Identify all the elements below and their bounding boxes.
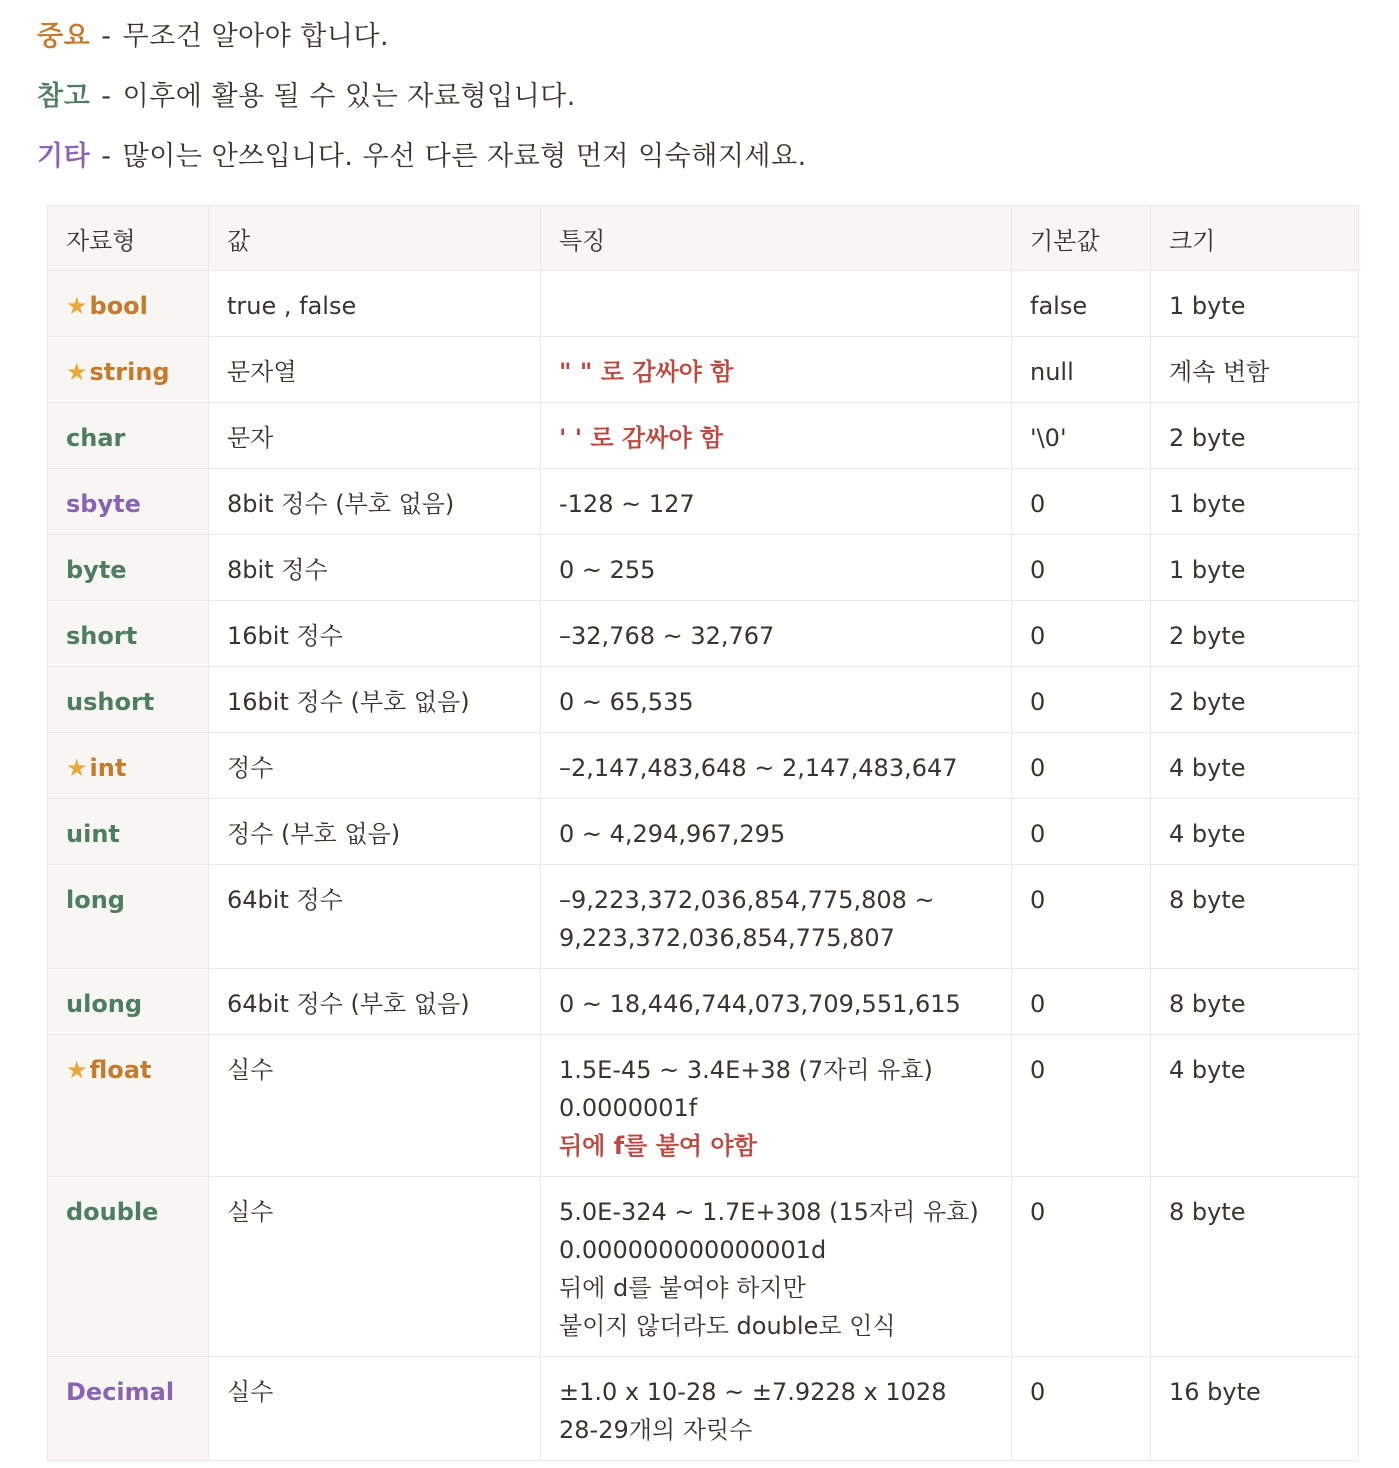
feature-cell — [541, 799, 1012, 865]
header-size: 크기 — [1151, 206, 1359, 271]
header-row — [48, 206, 1359, 271]
type-cell — [48, 403, 209, 469]
legend-dash: - — [101, 81, 112, 112]
type-name: float — [89, 1056, 152, 1084]
value-cell: 정수 (부호 없음) — [209, 799, 541, 865]
type-name: sbyte — [66, 490, 141, 518]
type-cell — [48, 1357, 209, 1461]
feature-cell — [541, 969, 1012, 1035]
table-row — [48, 865, 1359, 969]
table-header — [48, 206, 1359, 271]
value-cell: 16bit 정수 (부호 없음) — [209, 667, 541, 733]
feature-cell — [541, 1035, 1012, 1177]
feature-line: 28-29개의 자릿수 — [559, 1416, 753, 1444]
default-cell: '\0' — [1012, 403, 1151, 469]
type-cell — [48, 1035, 209, 1177]
type-name: short — [66, 622, 138, 650]
legend-dash: - — [101, 21, 112, 52]
legend-key: 참고 — [37, 81, 91, 112]
default-cell: 0 — [1012, 969, 1151, 1035]
default-cell: null — [1012, 337, 1151, 403]
type-name: ulong — [66, 990, 143, 1018]
type-name: int — [89, 754, 127, 782]
type-name: ushort — [66, 688, 155, 716]
feature-line: 0.0000001f — [559, 1094, 698, 1122]
type-name: char — [66, 424, 126, 452]
type-cell — [48, 469, 209, 535]
feature-line: 0 ~ 4,294,967,295 — [559, 820, 786, 848]
size-cell: 1 byte — [1151, 271, 1359, 337]
size-cell: 2 byte — [1151, 667, 1359, 733]
star-icon: ★ — [66, 292, 88, 320]
header-feature: 특징 — [541, 206, 1012, 271]
legend-line — [37, 14, 807, 74]
type-name: string — [89, 358, 170, 386]
feature-line: 0.000000000000001d — [559, 1236, 827, 1264]
table-row — [48, 1357, 1359, 1461]
size-cell: 16 byte — [1151, 1357, 1359, 1461]
type-name: long — [66, 886, 125, 914]
value-cell: 64bit 정수 (부호 없음) — [209, 969, 541, 1035]
datatype-table — [47, 205, 1359, 1461]
legend-description: 많이는 안쓰입니다. 우선 다른 자료형 먼저 익숙해지세요. — [122, 141, 807, 172]
value-cell: 실수 — [209, 1035, 541, 1177]
type-name: byte — [66, 556, 127, 584]
feature-line: –32,768 ~ 32,767 — [559, 622, 775, 650]
table-row — [48, 799, 1359, 865]
feature-cell — [541, 337, 1012, 403]
feature-cell — [541, 667, 1012, 733]
type-cell — [48, 601, 209, 667]
feature-cell — [541, 271, 1012, 337]
legend-description: 이후에 활용 될 수 있는 자료형입니다. — [122, 81, 576, 112]
feature-line: 0 ~ 18,446,744,073,709,551,615 — [559, 990, 961, 1018]
legend-dash: - — [101, 141, 112, 172]
default-cell: 0 — [1012, 667, 1151, 733]
table-row — [48, 1035, 1359, 1177]
legend-description: 무조건 알아야 합니다. — [122, 21, 390, 52]
value-cell: true , false — [209, 271, 541, 337]
type-cell — [48, 733, 209, 799]
table-row — [48, 535, 1359, 601]
table-row — [48, 271, 1359, 337]
legend-line — [37, 134, 807, 194]
type-cell — [48, 535, 209, 601]
type-name: Decimal — [66, 1378, 175, 1406]
type-cell — [48, 1177, 209, 1357]
type-cell — [48, 337, 209, 403]
header-default: 기본값 — [1012, 206, 1151, 271]
star-icon: ★ — [66, 754, 88, 782]
default-cell: 0 — [1012, 535, 1151, 601]
value-cell: 8bit 정수 (부호 없음) — [209, 469, 541, 535]
value-cell: 실수 — [209, 1357, 541, 1461]
value-cell: 문자열 — [209, 337, 541, 403]
feature-cell — [541, 469, 1012, 535]
feature-line: 0 ~ 255 — [559, 556, 656, 584]
size-cell: 8 byte — [1151, 969, 1359, 1035]
size-cell: 1 byte — [1151, 469, 1359, 535]
table-row — [48, 403, 1359, 469]
table-row — [48, 337, 1359, 403]
size-cell: 1 byte — [1151, 535, 1359, 601]
size-cell: 계속 변함 — [1151, 337, 1359, 403]
type-cell — [48, 969, 209, 1035]
default-cell: false — [1012, 271, 1151, 337]
default-cell: 0 — [1012, 601, 1151, 667]
feature-line: 9,223,372,036,854,775,807 — [559, 924, 895, 952]
legend-line — [37, 74, 807, 134]
feature-line: ±1.0 x 10-28 ~ ±7.9228 x 1028 — [559, 1378, 947, 1406]
type-cell — [48, 865, 209, 969]
feature-line: ' ' 로 감싸야 함 — [559, 424, 724, 452]
default-cell: 0 — [1012, 733, 1151, 799]
value-cell: 문자 — [209, 403, 541, 469]
table-row — [48, 667, 1359, 733]
default-cell: 0 — [1012, 799, 1151, 865]
feature-cell — [541, 1177, 1012, 1357]
feature-line: 5.0E-324 ~ 1.7E+308 (15자리 유효) — [559, 1198, 979, 1226]
type-cell — [48, 799, 209, 865]
value-cell: 실수 — [209, 1177, 541, 1357]
feature-cell — [541, 403, 1012, 469]
table-row — [48, 733, 1359, 799]
value-cell: 64bit 정수 — [209, 865, 541, 969]
default-cell: 0 — [1012, 1035, 1151, 1177]
type-cell — [48, 667, 209, 733]
legend — [37, 14, 807, 194]
value-cell: 16bit 정수 — [209, 601, 541, 667]
star-icon: ★ — [66, 1056, 88, 1084]
default-cell: 0 — [1012, 865, 1151, 969]
type-name: double — [66, 1198, 159, 1226]
default-cell: 0 — [1012, 1177, 1151, 1357]
feature-line: 1.5E-45 ~ 3.4E+38 (7자리 유효) — [559, 1056, 933, 1084]
feature-cell — [541, 601, 1012, 667]
feature-cell — [541, 865, 1012, 969]
size-cell: 8 byte — [1151, 1177, 1359, 1357]
size-cell: 4 byte — [1151, 733, 1359, 799]
type-name: bool — [89, 292, 148, 320]
size-cell: 4 byte — [1151, 1035, 1359, 1177]
table-row — [48, 601, 1359, 667]
feature-line: 뒤에 f를 붙여 야함 — [559, 1132, 757, 1160]
size-cell: 2 byte — [1151, 601, 1359, 667]
header-type: 자료형 — [48, 206, 209, 271]
value-cell: 8bit 정수 — [209, 535, 541, 601]
type-cell — [48, 271, 209, 337]
feature-line: –2,147,483,648 ~ 2,147,483,647 — [559, 754, 958, 782]
feature-cell — [541, 1357, 1012, 1461]
feature-line: -128 ~ 127 — [559, 490, 695, 518]
legend-key: 중요 — [37, 21, 91, 52]
feature-line: –9,223,372,036,854,775,808 ~ — [559, 886, 935, 914]
default-cell: 0 — [1012, 1357, 1151, 1461]
feature-line: " " 로 감싸야 함 — [559, 358, 734, 386]
feature-cell — [541, 535, 1012, 601]
table-row — [48, 1177, 1359, 1357]
feature-line: 0 ~ 65,535 — [559, 688, 694, 716]
feature-line: 뒤에 d를 붙여야 하지만 — [559, 1274, 806, 1302]
feature-cell — [541, 733, 1012, 799]
type-name: uint — [66, 820, 120, 848]
size-cell: 4 byte — [1151, 799, 1359, 865]
feature-line: 붙이지 않더라도 double로 인식 — [559, 1312, 896, 1340]
table-row — [48, 469, 1359, 535]
size-cell: 2 byte — [1151, 403, 1359, 469]
star-icon: ★ — [66, 358, 88, 386]
size-cell: 8 byte — [1151, 865, 1359, 969]
header-value: 값 — [209, 206, 541, 271]
value-cell: 정수 — [209, 733, 541, 799]
table-body — [48, 271, 1359, 1461]
legend-key: 기타 — [37, 141, 91, 172]
default-cell: 0 — [1012, 469, 1151, 535]
table-row — [48, 969, 1359, 1035]
